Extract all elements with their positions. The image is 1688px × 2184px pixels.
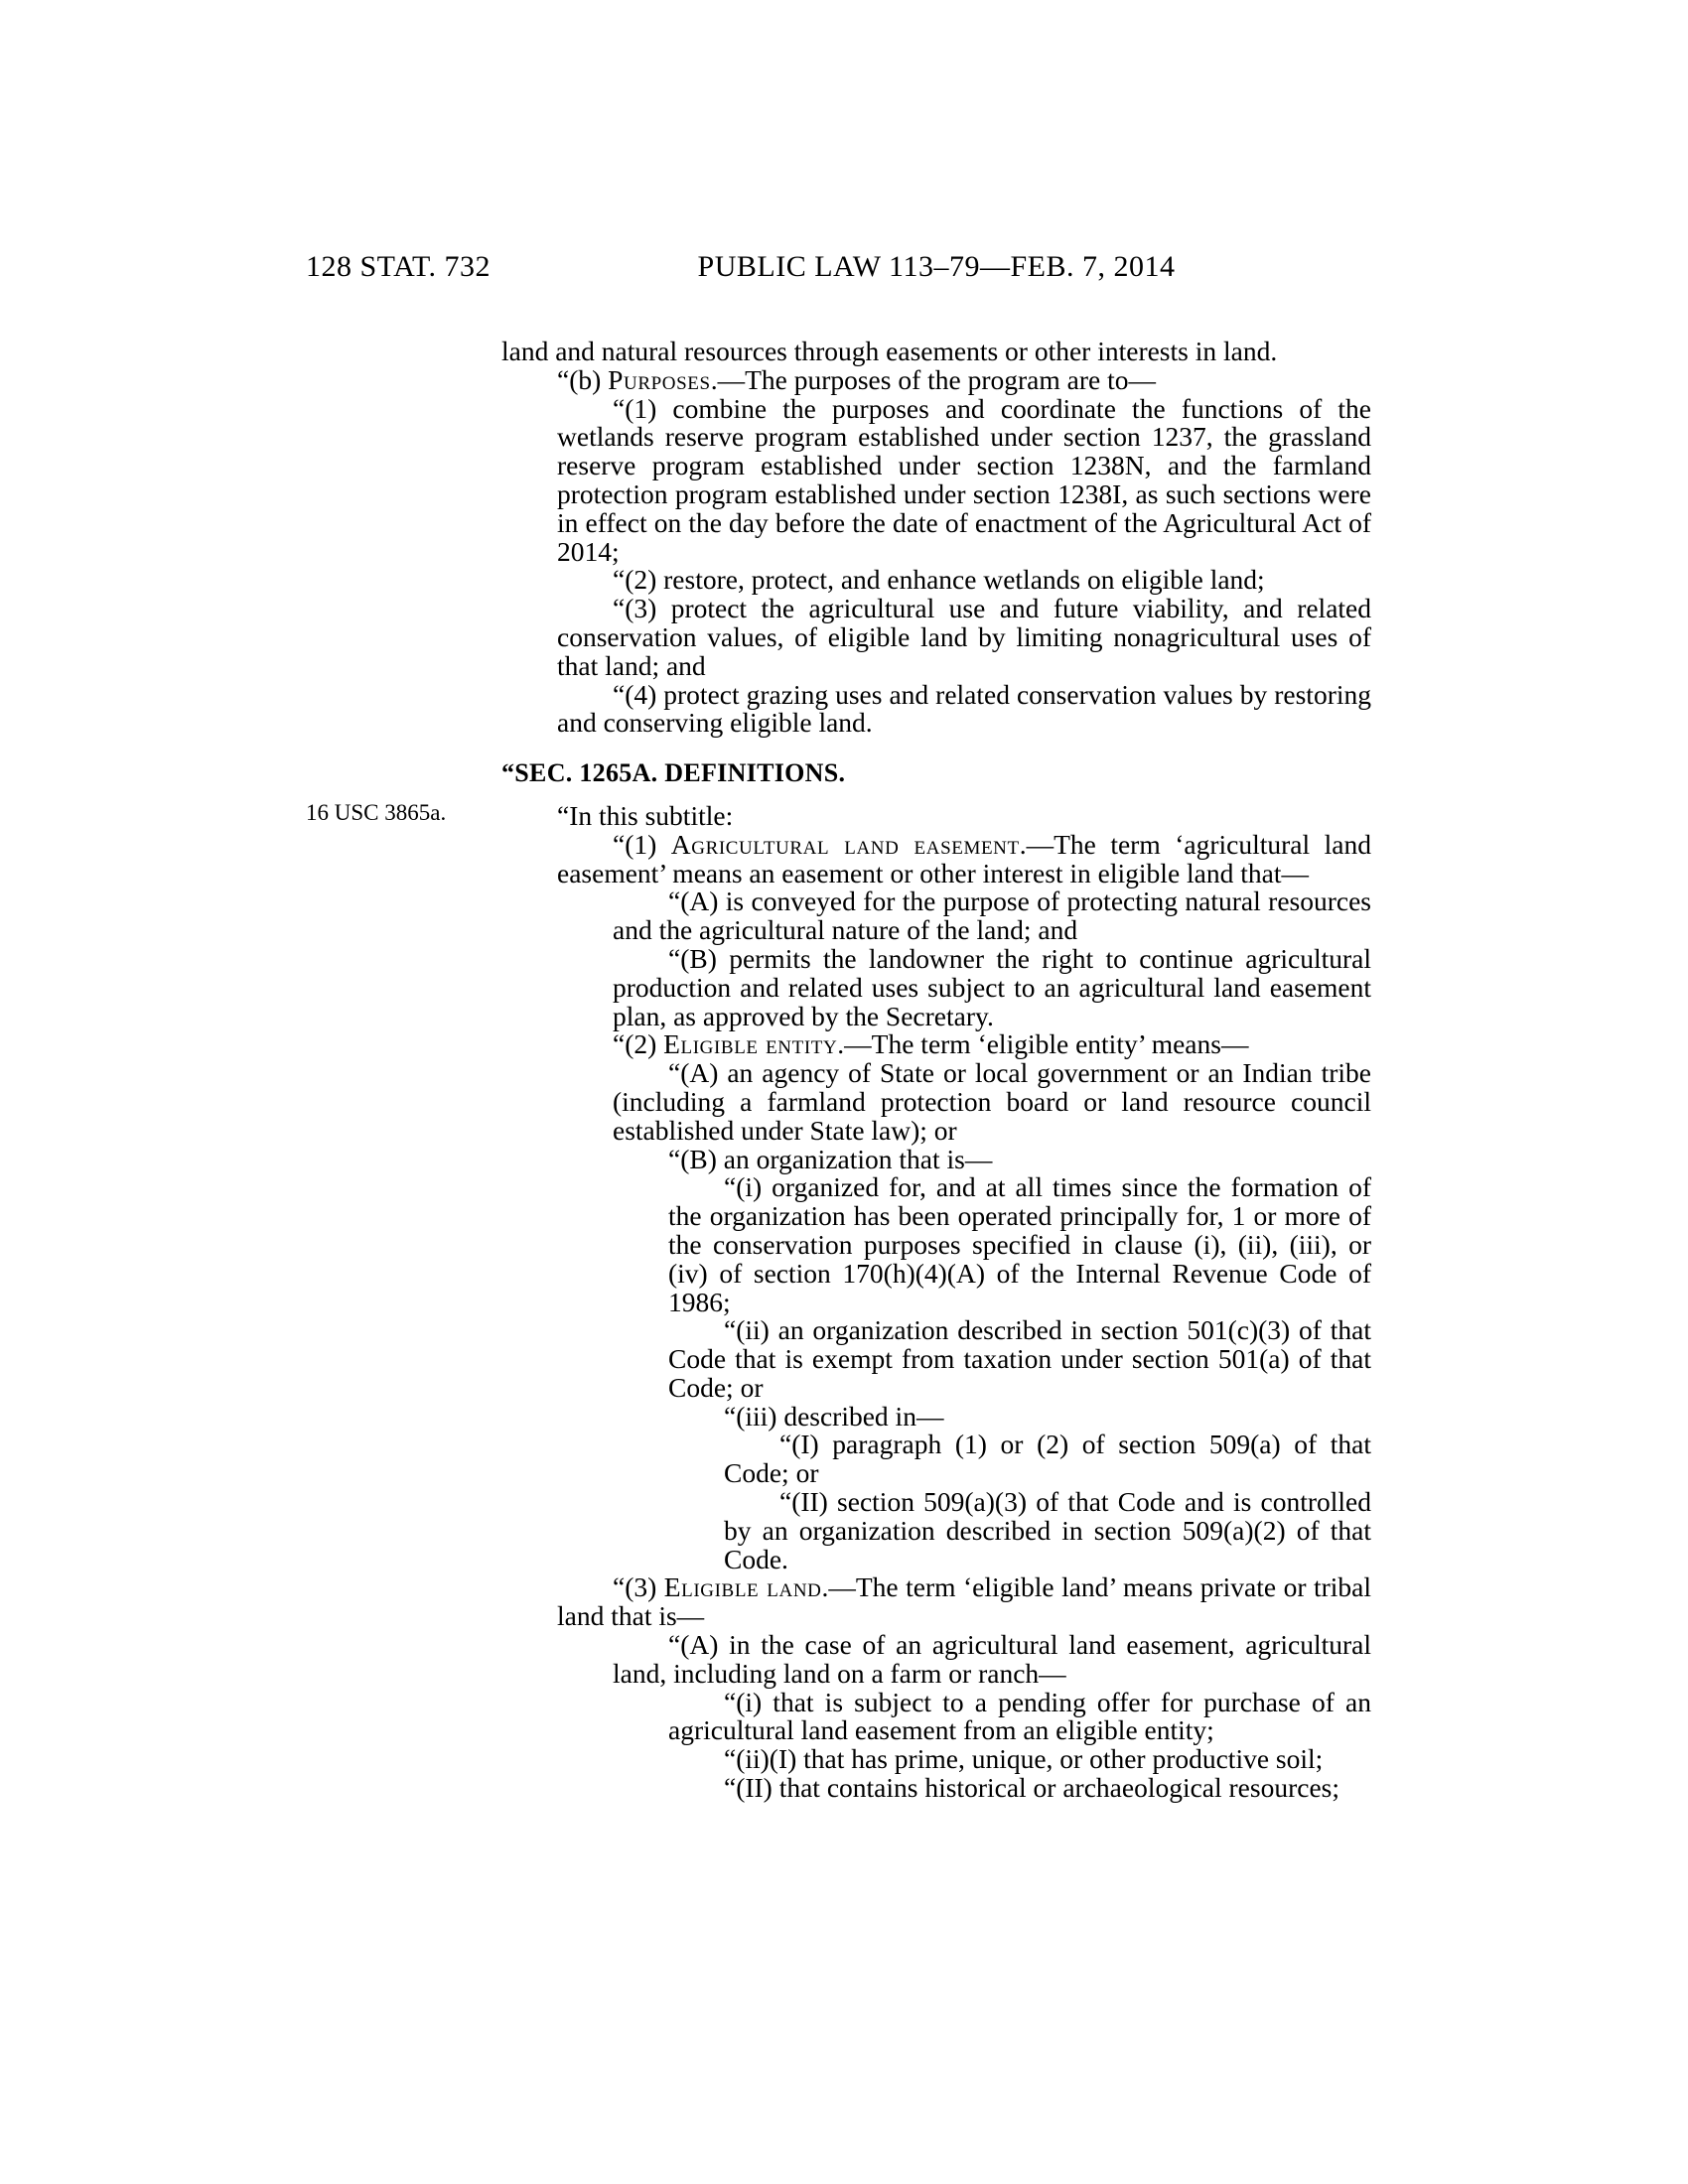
statute-paragraph bbox=[501, 1059, 1371, 1145]
text-run: “(A) is conveyed for the purpose of protecting natural resources and the agricultural nature of the land; and bbox=[613, 886, 1371, 946]
text-run: “(3) protect the agricultural use and future viability, and related conservation values, of eligible land by limiting nonagricultural uses of that land; and bbox=[557, 593, 1371, 681]
statute-paragraph bbox=[501, 1173, 1371, 1316]
statute-paragraph bbox=[501, 1431, 1371, 1488]
text-run: “(i) that is subject to a pending offer for purchase of an agricultural land easement from an eligible entity; bbox=[668, 1686, 1371, 1746]
statute-paragraph bbox=[501, 338, 1371, 366]
text-run: .—The term ‘agricultural land easement’ means an easement or other interest in eligible land that— bbox=[557, 828, 1371, 888]
text-run: “(B) permits the landowner the right to continue agricultural production and related uses subject to an agricultural land easement plan, as approved by the Secretary. bbox=[613, 942, 1371, 1031]
usc-margin-note: 16 USC 3865a. bbox=[306, 800, 447, 825]
text-run: “(A) in the case of an agricultural land easement, agricultural land, including land on a farm or ranch— bbox=[613, 1629, 1371, 1689]
text-run: “In this subtitle: bbox=[557, 799, 734, 831]
statute-paragraph bbox=[501, 799, 1371, 831]
small-caps-term: Eligible entity bbox=[663, 1028, 838, 1060]
stat-page-number: 128 STAT. 732 bbox=[306, 250, 492, 283]
statute-paragraph bbox=[501, 595, 1371, 680]
text-run: “(1) combine the purposes and coordinate the functions of the wetlands reserve program established under section 1237, the grassland reserve program established under section 1238N, and the farmland protection program established under section 1238I, as such sections were in effect on the day before the date of enactment of the Agricultural Act of 2014; bbox=[557, 392, 1371, 567]
statute-paragraph bbox=[501, 828, 1371, 888]
statute-paragraph bbox=[501, 1030, 1371, 1059]
text-run: .—The term ‘eligible entity’ means— bbox=[837, 1028, 1249, 1060]
statute-paragraph bbox=[501, 1488, 1371, 1573]
text-run: “(1) bbox=[613, 828, 671, 860]
text-run: “(ii)(I) that has prime, unique, or other productive soil; bbox=[724, 1743, 1324, 1775]
text-run: “(B) an organization that is— bbox=[668, 1143, 993, 1174]
statute-paragraph bbox=[501, 1774, 1371, 1803]
text-run: “(3) bbox=[613, 1571, 664, 1603]
text-run: “(4) protect grazing uses and related conservation values by restoring and conserving eligible land. bbox=[557, 678, 1371, 739]
statute-paragraph bbox=[501, 1143, 1371, 1174]
statute-paragraph bbox=[501, 1686, 1371, 1746]
statute-paragraph bbox=[501, 363, 1371, 395]
statute-paragraph bbox=[501, 1400, 1371, 1432]
statute-paragraph bbox=[501, 1316, 1371, 1402]
small-caps-term: Agricultural land easement bbox=[670, 828, 1020, 860]
text-run: “(II) section 509(a)(3) of that Code and is controlled by an organization described in section 509(a)(2) of that Code. bbox=[724, 1486, 1371, 1574]
statute-paragraph bbox=[501, 887, 1371, 945]
statute-paragraph bbox=[501, 1573, 1371, 1631]
text-run: “(II) that contains historical or archaeological resources; bbox=[724, 1772, 1339, 1804]
statute-paragraph bbox=[501, 678, 1371, 739]
text-run: “SEC. 1265A. DEFINITIONS. bbox=[501, 758, 846, 788]
statute-paragraph bbox=[501, 942, 1371, 1031]
text-run: “(ii) an organization described in section 501(c)(3) of that Code that is exempt from taxation under section 501(a) of that Code; or bbox=[668, 1314, 1371, 1403]
small-caps-term: Purposes bbox=[608, 363, 711, 395]
law-running-head: PUBLIC LAW 113–79—FEB. 7, 2014 bbox=[697, 250, 1176, 283]
text-run: “(b) bbox=[557, 363, 609, 395]
statute-paragraph bbox=[501, 1745, 1371, 1774]
text-run: “(I) paragraph (1) or (2) of section 509(a) of that Code; or bbox=[724, 1429, 1371, 1489]
statute-paragraph bbox=[501, 566, 1371, 595]
text-run: “(iii) described in— bbox=[724, 1400, 944, 1432]
section-heading bbox=[501, 759, 1371, 788]
text-run: “(2) bbox=[613, 1028, 664, 1060]
small-caps-term: Eligible land bbox=[663, 1571, 822, 1603]
text-run: “(i) organized for, and at all times since the formation of the organization has been operated principally for, 1 or more of the conservation purposes specified in clause (i), (ii), (iii), or (iv) of section 170(h)(4)(A) of the Internal Revenue Code of 1986; bbox=[668, 1171, 1371, 1317]
statute-body bbox=[501, 338, 1371, 1803]
text-run: land and natural resources through easements or other interests in land. bbox=[501, 336, 1278, 366]
statute-paragraph bbox=[501, 1631, 1371, 1689]
text-run: “(A) an agency of State or local government or an Indian tribe (including a farmland protection board or land resource council established under State law); or bbox=[613, 1057, 1371, 1146]
statute-paragraph bbox=[501, 392, 1371, 567]
text-run: “(2) restore, protect, and enhance wetlands on eligible land; bbox=[613, 564, 1265, 596]
text-run: .—The term ‘eligible land’ means private or tribal land that is— bbox=[557, 1571, 1372, 1632]
text-run: .—The purposes of the program are to— bbox=[710, 363, 1156, 395]
